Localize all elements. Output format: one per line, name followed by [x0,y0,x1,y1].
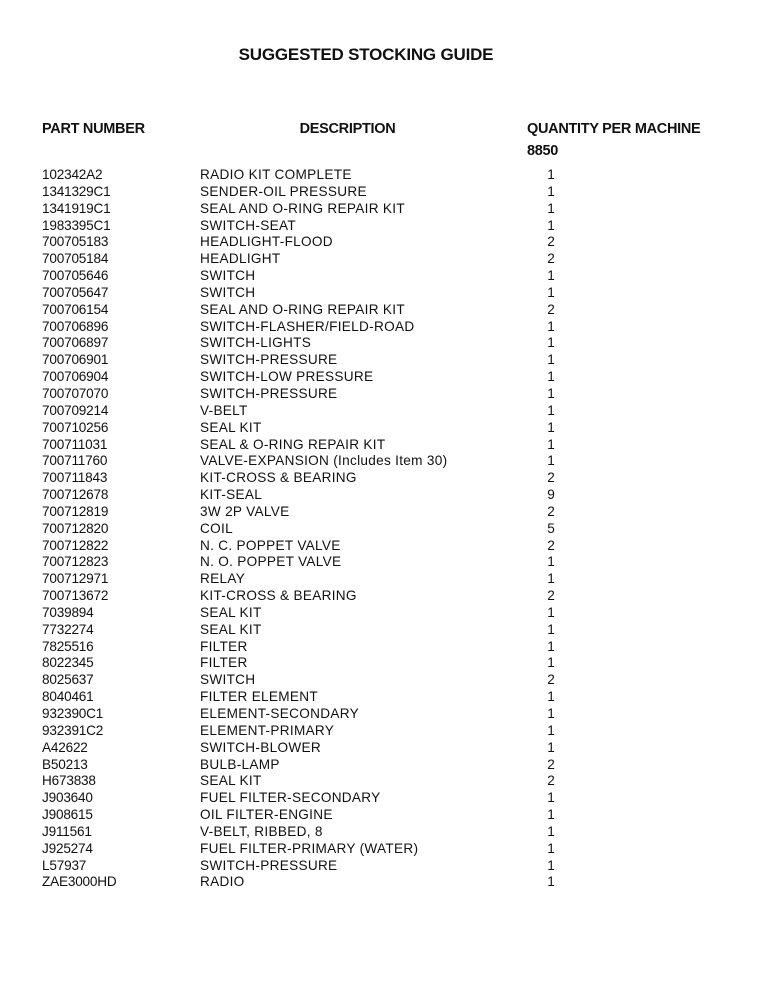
table-row [0,622,772,639]
part-number-cell: J908615 [42,807,93,823]
table-row [0,807,772,824]
description-cell: OIL FILTER-ENGINE [200,807,333,823]
table-row [0,773,772,790]
quantity-cell: 1 [547,823,555,839]
table-row [0,268,772,285]
description-cell: SEAL KIT [200,621,262,637]
table-row [0,470,772,487]
quantity-cell: 1 [547,369,555,385]
description-cell: SEAL AND O-RING REPAIR KIT [200,301,405,317]
description-cell: KIT-CROSS & BEARING [200,470,357,486]
quantity-cell: 2 [547,756,555,772]
quantity-cell: 1 [547,790,555,806]
description-cell: FUEL FILTER-PRIMARY (WATER) [200,840,419,856]
quantity-cell: 1 [547,739,555,755]
quantity-cell: 1 [547,874,555,890]
part-number-cell: L57937 [42,857,87,873]
part-number-cell: 8022345 [42,655,94,671]
part-number-cell: 700706154 [42,301,109,317]
table-row [0,184,772,201]
part-number-cell: 700712820 [42,520,109,536]
column-header-part-number: PART NUMBER [42,121,145,137]
column-header-model: 8850 [527,143,559,159]
table-row [0,386,772,403]
description-cell: SWITCH-PRESSURE [200,857,338,873]
part-number-cell: 700706904 [42,369,109,385]
description-cell: V-BELT, RIBBED, 8 [200,823,323,839]
description-cell: COIL [200,520,233,536]
table-row [0,437,772,454]
description-cell: KIT-CROSS & BEARING [200,588,357,604]
table-row [0,369,772,386]
quantity-cell: 2 [547,503,555,519]
quantity-cell: 1 [547,284,555,300]
part-number-cell: 700705184 [42,251,109,267]
part-number-cell: 700712819 [42,503,109,519]
quantity-cell: 1 [547,638,555,654]
part-number-cell: 700706896 [42,318,109,334]
table-row [0,824,772,841]
description-cell: SWITCH-BLOWER [200,739,321,755]
description-cell: FILTER [200,638,248,654]
description-cell: SWITCH-LIGHTS [200,335,312,351]
quantity-cell: 2 [547,537,555,553]
quantity-cell: 9 [547,487,555,503]
column-header-quantity: QUANTITY PER MACHINE [527,121,701,137]
quantity-cell: 1 [547,436,555,452]
table-row [0,723,772,740]
quantity-cell: 1 [547,167,555,182]
part-number-cell: 8025637 [42,672,94,688]
quantity-cell: 1 [547,419,555,435]
quantity-cell: 1 [547,689,555,705]
table-row [0,740,772,757]
quantity-cell: 1 [547,571,555,587]
table-row [0,319,772,336]
description-cell: RADIO KIT COMPLETE [200,167,352,182]
part-number-cell: 700712971 [42,571,109,587]
part-number-cell: 700707070 [42,385,109,401]
part-number-cell: 1983395C1 [42,217,111,233]
part-number-cell: 1341329C1 [42,183,111,199]
description-cell: SWITCH-PRESSURE [200,385,338,401]
quantity-cell: 2 [547,234,555,250]
quantity-cell: 1 [547,554,555,570]
description-cell: SEAL KIT [200,604,262,620]
description-cell: SEAL KIT [200,419,262,435]
part-number-cell: 700712823 [42,554,109,570]
quantity-cell: 1 [547,722,555,738]
description-cell: SEAL AND O-RING REPAIR KIT [200,200,405,216]
quantity-cell: 2 [547,588,555,604]
part-number-cell: 700706901 [42,352,109,368]
table-row [0,571,772,588]
table-row [0,858,772,875]
table-row [0,655,772,672]
part-number-cell: 7825516 [42,638,94,654]
quantity-cell: 1 [547,621,555,637]
description-cell: BULB-LAMP [200,756,280,772]
table-row [0,874,772,891]
part-number-cell: 102342A2 [42,167,103,182]
part-number-cell: 700711760 [42,453,108,469]
table-row [0,234,772,251]
part-number-cell: 700706897 [42,335,109,351]
table-row [0,841,772,858]
quantity-cell: 2 [547,470,555,486]
quantity-cell: 1 [547,857,555,873]
table-row [0,790,772,807]
quantity-cell: 2 [547,672,555,688]
description-cell: N. O. POPPET VALVE [200,554,342,570]
quantity-cell: 1 [547,183,555,199]
description-cell: SWITCH-FLASHER/FIELD-ROAD [200,318,415,334]
table-row [0,588,772,605]
description-cell: HEADLIGHT-FLOOD [200,234,333,250]
parts-table [0,167,772,891]
table-row [0,251,772,268]
table-row [0,639,772,656]
part-number-cell: B50213 [42,756,88,772]
quantity-cell: 1 [547,268,555,284]
quantity-cell: 1 [547,840,555,856]
quantity-cell: 1 [547,807,555,823]
description-cell: 3W 2P VALVE [200,503,290,519]
part-number-cell: 932390C1 [42,706,104,721]
description-cell: RADIO [200,874,245,890]
description-cell: FILTER ELEMENT [200,689,319,705]
part-number-cell: 700713672 [42,588,109,604]
description-cell: VALVE-EXPANSION (Includes Item 30) [200,453,448,469]
part-number-cell: J911561 [42,823,92,839]
description-cell: HEADLIGHT [200,251,281,267]
table-row [0,706,772,723]
part-number-cell: 932391C2 [42,722,104,738]
part-number-cell: 700705647 [42,284,109,300]
description-cell: SWITCH-LOW PRESSURE [200,369,374,385]
part-number-cell: 700705183 [42,234,109,250]
part-number-cell: H673838 [42,773,96,789]
part-number-cell: 1341919C1 [42,200,111,216]
description-cell: SEAL & O-RING REPAIR KIT [200,436,386,452]
table-row [0,487,772,504]
table-row [0,302,772,319]
quantity-cell: 2 [547,251,555,267]
table-row [0,504,772,521]
table-row [0,521,772,538]
part-number-cell: 7039894 [42,604,94,620]
part-number-cell: 8040461 [42,689,94,705]
part-number-cell: J903640 [42,790,93,806]
table-row [0,538,772,555]
part-number-cell: 700711843 [42,470,108,486]
description-cell: SWITCH [200,284,256,300]
quantity-cell: 1 [547,385,555,401]
description-cell: ELEMENT-PRIMARY [200,722,335,738]
description-cell: SWITCH-PRESSURE [200,352,338,368]
column-header-description: DESCRIPTION [299,121,396,137]
table-row [0,335,772,352]
part-number-cell: 700712822 [42,537,109,553]
quantity-cell: 1 [547,318,555,334]
quantity-cell: 1 [547,200,555,216]
quantity-cell: 1 [547,604,555,620]
table-row [0,757,772,774]
table-row [0,453,772,470]
table-row [0,218,772,235]
quantity-cell: 1 [547,706,555,721]
quantity-cell: 1 [547,453,555,469]
table-row [0,352,772,369]
description-cell: FILTER [200,655,248,671]
table-row [0,605,772,622]
quantity-cell: 1 [547,335,555,351]
quantity-cell: 1 [547,402,555,418]
description-cell: FUEL FILTER-SECONDARY [200,790,381,806]
part-number-cell: 700711031 [42,436,108,452]
description-cell: KIT-SEAL [200,487,263,503]
description-cell: SEAL KIT [200,773,262,789]
description-cell: SWITCH [200,268,256,284]
quantity-cell: 1 [547,217,555,233]
part-number-cell: 700710256 [42,419,109,435]
part-number-cell: 7732274 [42,621,94,637]
description-cell: V-BELT [200,402,248,418]
quantity-cell: 2 [547,301,555,317]
quantity-cell: 1 [547,352,555,368]
table-row [0,167,772,184]
part-number-cell: J925274 [42,840,93,856]
table-row [0,554,772,571]
description-cell: SWITCH [200,672,256,688]
table-row [0,420,772,437]
description-cell: SWITCH-SEAT [200,217,296,233]
description-cell: RELAY [200,571,246,587]
table-row [0,672,772,689]
table-row [0,285,772,302]
table-row [0,689,772,706]
quantity-cell: 2 [547,773,555,789]
part-number-cell: 700705646 [42,268,109,284]
quantity-cell: 5 [547,520,555,536]
page-title: SUGGESTED STOCKING GUIDE [238,45,494,64]
quantity-cell: 1 [547,655,555,671]
description-cell: ELEMENT-SECONDARY [200,706,359,721]
part-number-cell: 700712678 [42,487,109,503]
part-number-cell: 700709214 [42,402,109,418]
table-row [0,403,772,420]
description-cell: SENDER-OIL PRESSURE [200,183,367,199]
description-cell: N. C. POPPET VALVE [200,537,341,553]
table-row [0,201,772,218]
part-number-cell: ZAE3000HD [42,874,117,890]
part-number-cell: A42622 [42,739,88,755]
